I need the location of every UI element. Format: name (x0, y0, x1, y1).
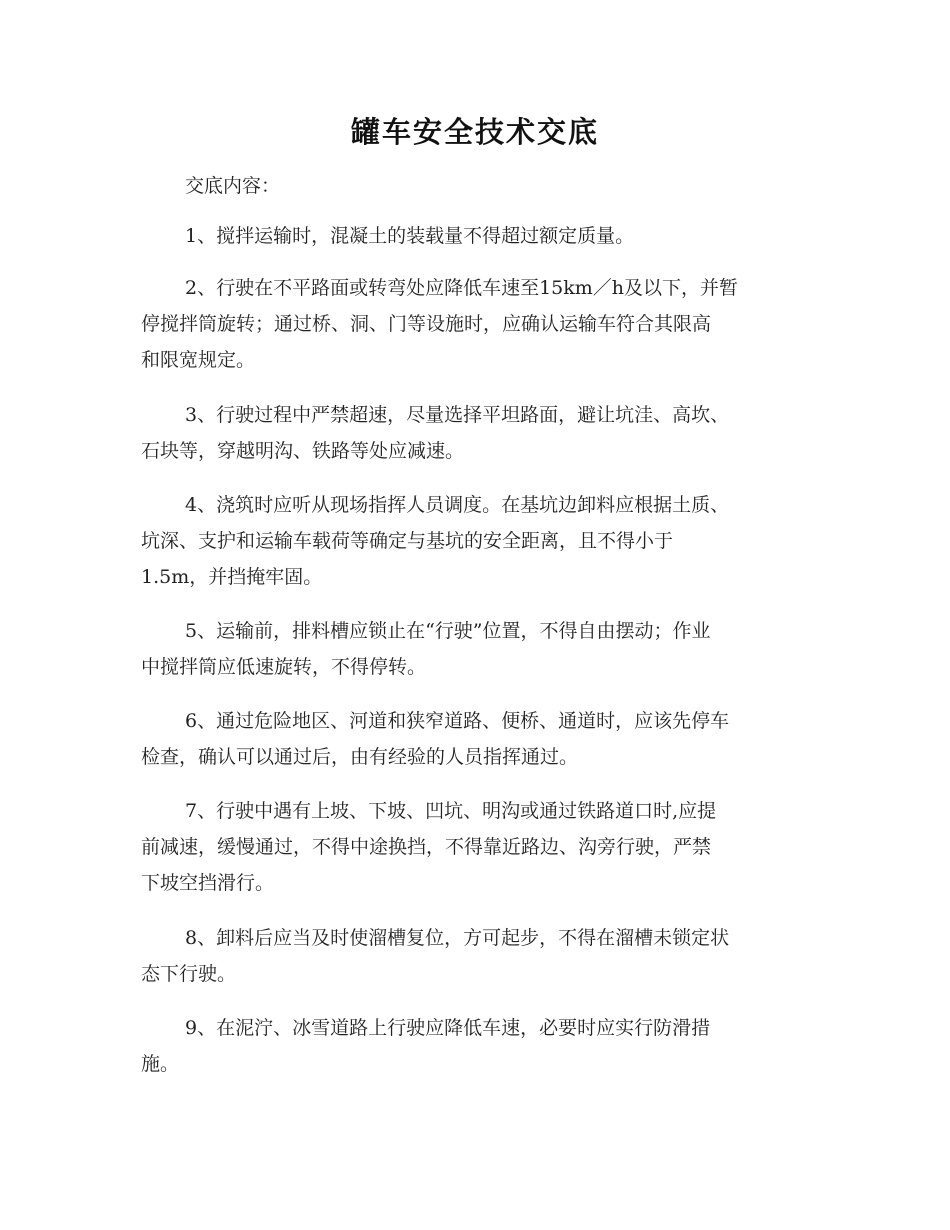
paragraph-7 (141, 793, 821, 901)
paragraph-line: 下坡空挡滑行。 (141, 872, 275, 894)
intro-label: 交底内容： (185, 175, 281, 197)
paragraph-9 (141, 1010, 821, 1082)
paragraph-6 (141, 703, 821, 775)
paragraph-line: 检查，确认可以通过后，由有经验的人员指挥通过。 (141, 746, 579, 768)
paragraph-line: 7、行驶中遇有上坡、下坡、凹坑、明沟或通过铁路道口时,应提 (185, 800, 717, 822)
paragraph-line: 1.5m，并挡掩牢固。 (141, 566, 323, 588)
paragraph-1 (141, 218, 821, 254)
paragraph-line: 坑深、支护和运输车载荷等确定与基坑的安全距离，且不得小于 (141, 530, 674, 552)
paragraph-line: 3、行驶过程中严禁超速，尽量选择平坦路面，避让坑洼、高坎、 (185, 404, 730, 426)
paragraph-line: 5、运输前，排料槽应锁止在“行驶”位置，不得自由摆动；作业 (185, 620, 711, 642)
paragraph-line: 1、搅拌运输时，混凝土的装载量不得超过额定质量。 (185, 225, 635, 247)
paragraph-line: 9、在泥泞、冰雪道路上行驶应降低车速，必要时应实行防滑措 (185, 1017, 711, 1039)
paragraph-line: 6、通过危险地区、河道和狭窄道路、便桥、通道时，应该先停车 (185, 710, 730, 732)
paragraph-line: 2、行驶在不平路面或转弯处应降低车速至15km／h及以下，并暂 (185, 277, 739, 299)
paragraph-2 (141, 270, 821, 378)
paragraph-line: 态下行驶。 (141, 963, 237, 985)
paragraph-3 (141, 397, 821, 469)
paragraph-line: 8、卸料后应当及时使溜槽复位，方可起步，不得在溜槽未锁定状 (185, 927, 730, 949)
document-title: 罐车安全技术交底 (350, 115, 599, 149)
paragraph-line: 和限宽规定。 (141, 349, 256, 371)
paragraph-5 (141, 613, 821, 685)
paragraph-8 (141, 920, 821, 992)
paragraph-line: 中搅拌筒应低速旋转，不得停转。 (141, 656, 427, 678)
paragraph-line: 停搅拌筒旋转；通过桥、洞、门等设施时，应确认运输车符合其限高 (141, 313, 712, 335)
paragraph-4 (141, 487, 821, 595)
paragraph-line: 施。 (141, 1053, 180, 1075)
paragraph-line: 前减速，缓慢通过，不得中途换挡，不得靠近路边、沟旁行驶，严禁 (141, 836, 712, 858)
paragraph-line: 4、浇筑时应听从现场指挥人员调度。在基坑边卸料应根据土质、 (185, 494, 730, 516)
paragraph-line: 石块等，穿越明沟、铁路等处应减速。 (141, 440, 465, 462)
